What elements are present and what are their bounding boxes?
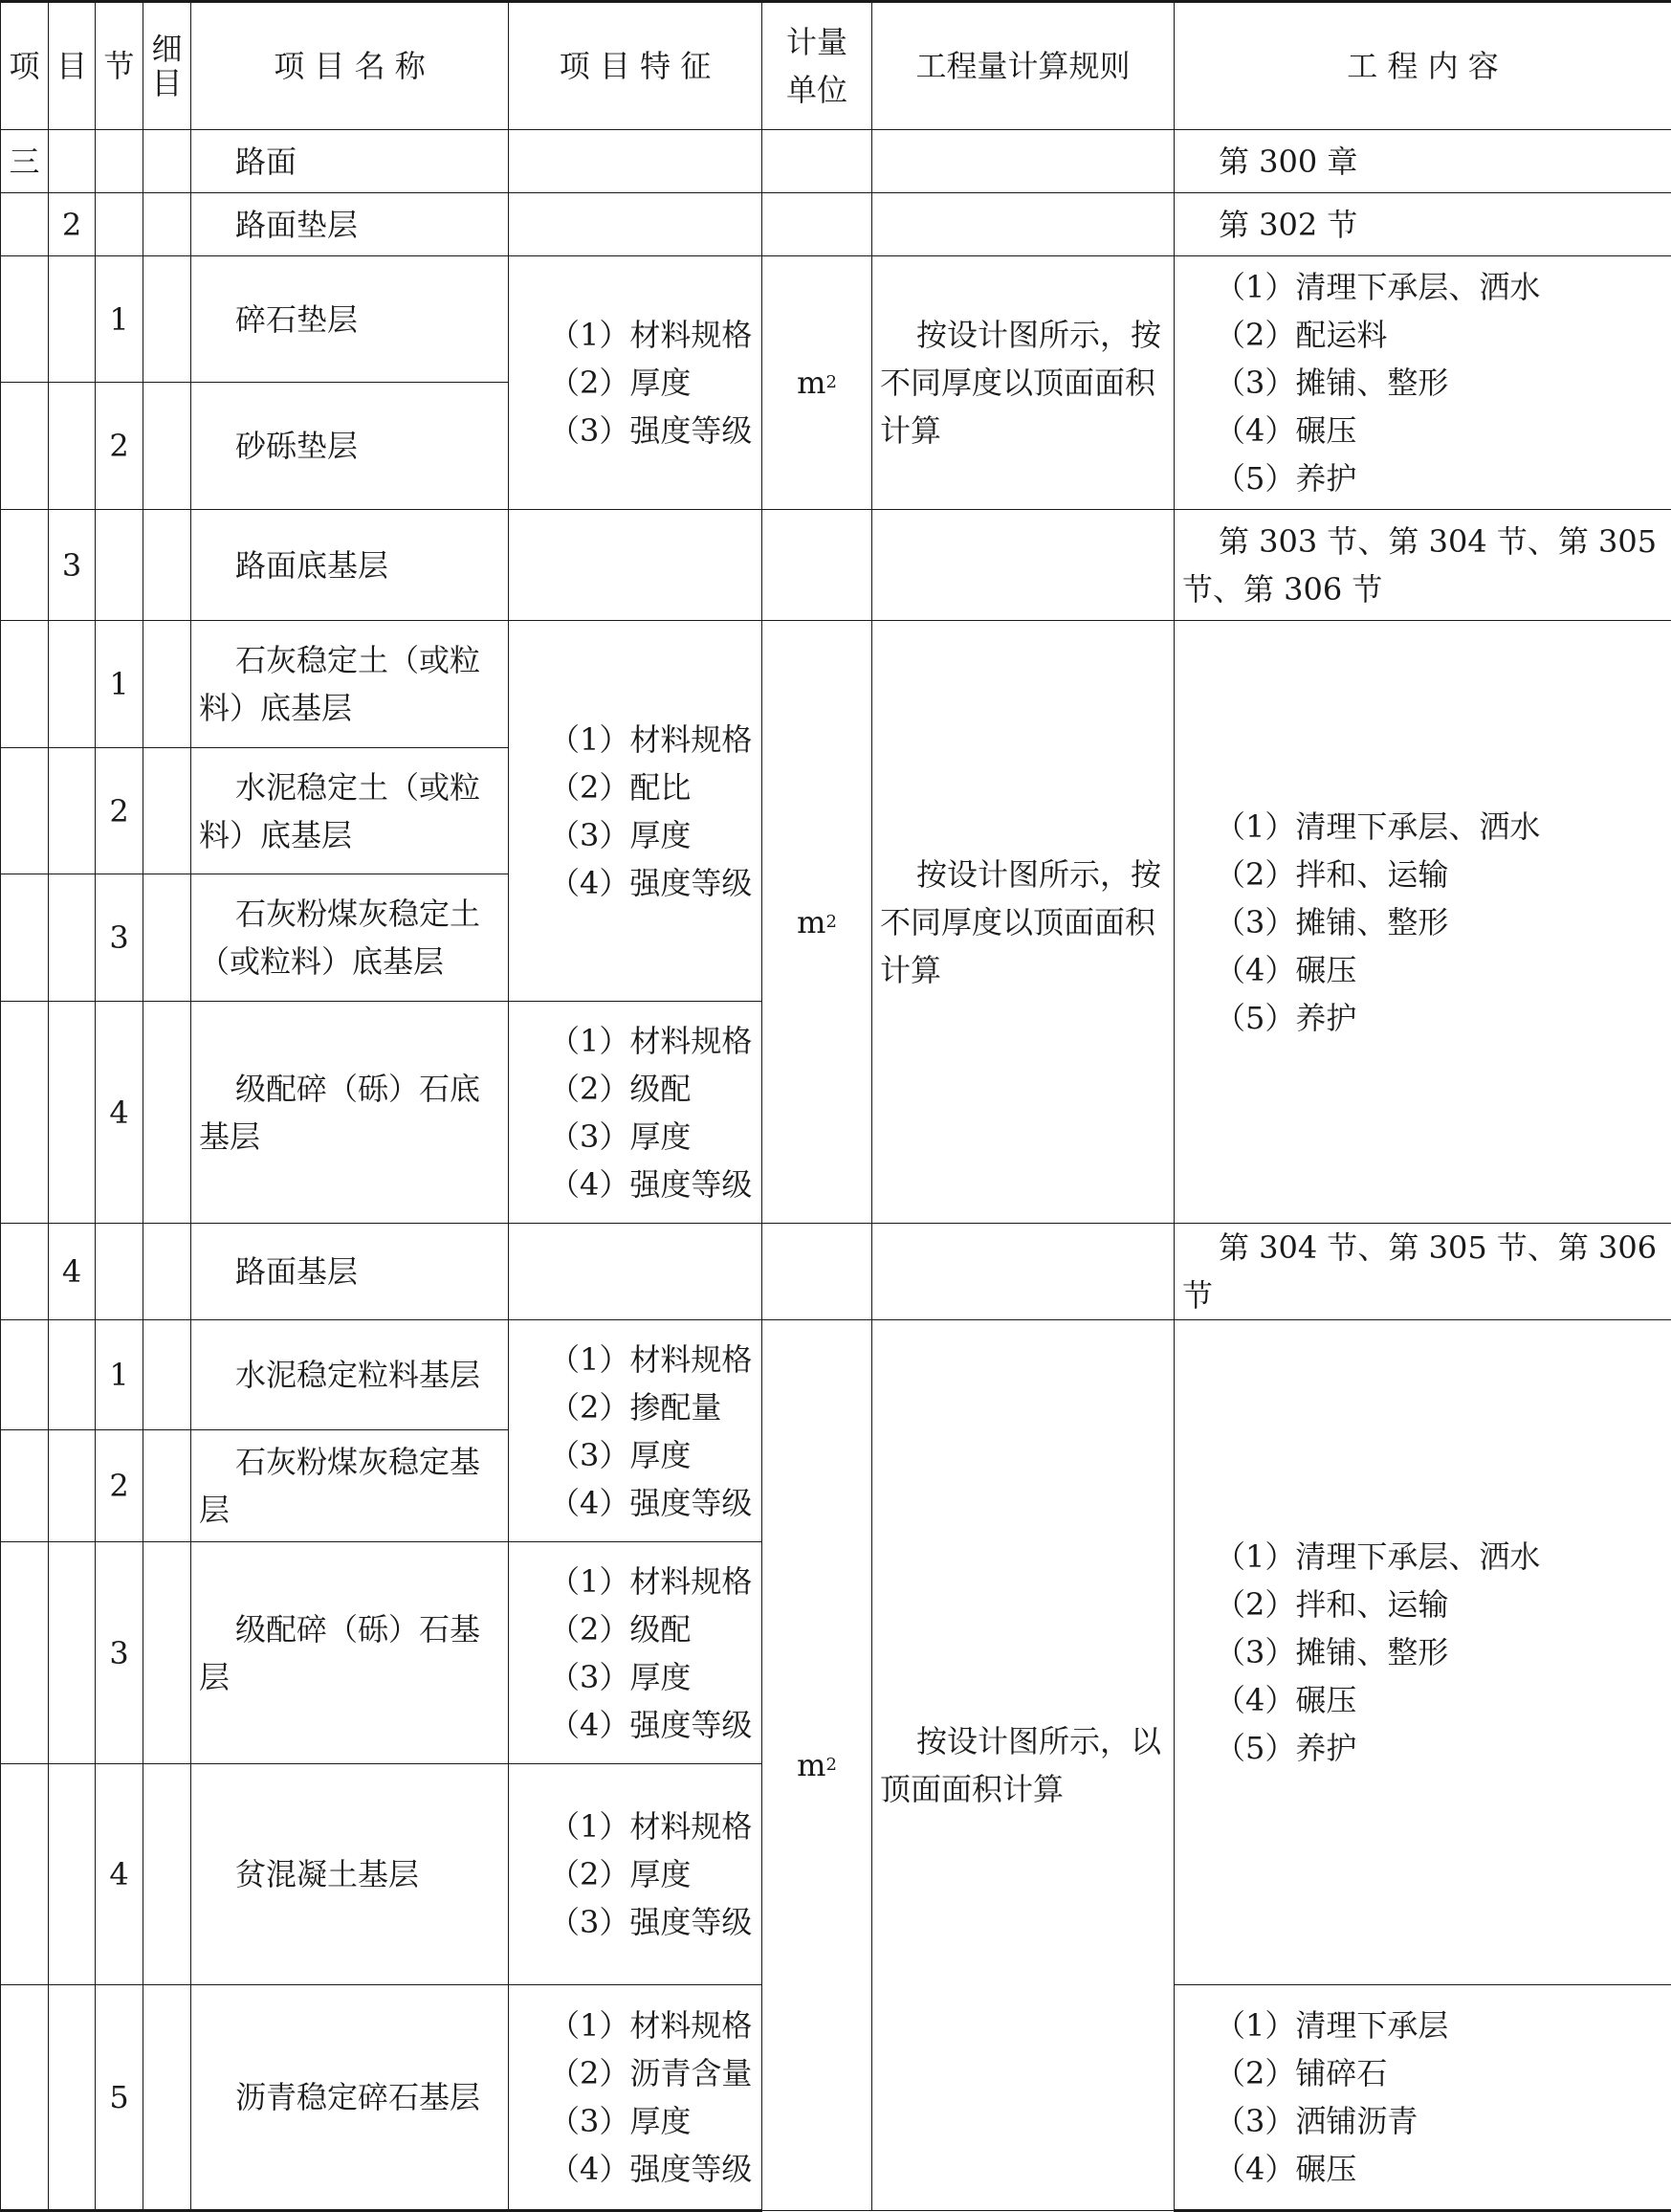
cell-name: 贫混凝土基层 — [191, 1764, 509, 1985]
cell-mu: 3 — [49, 510, 96, 621]
cell-name: 级配碎（砾）石底基层 — [191, 1002, 509, 1224]
cell-name: 级配碎（砾）石基层 — [191, 1542, 509, 1764]
cell-features: （1）材料规格 （2）配比 （3）厚度 （4）强度等级 — [509, 621, 762, 1002]
cell-name: 碎石垫层 — [191, 256, 509, 383]
header-unit: 计量单位 — [762, 2, 872, 130]
cell-rule: 按设计图所示，以顶面面积计算 — [872, 1320, 1175, 2211]
header-xiang: 项 — [1, 2, 49, 130]
cell-jie: 2 — [96, 1430, 143, 1542]
cell-content: 第 304 节、第 305 节、第 306 节 — [1175, 1224, 1671, 1320]
cell-xiang: 三 — [1, 130, 49, 193]
cell-content: 第 302 节 — [1175, 193, 1671, 256]
cell-features: （1）材料规格 （2）级配 （3）厚度 （4）强度等级 — [509, 1002, 762, 1224]
cell-name: 路面底基层 — [191, 510, 509, 621]
cell-features: （1）材料规格 （2）沥青含量 （3）厚度 （4）强度等级 — [509, 1985, 762, 2211]
cell-mu: 4 — [49, 1224, 96, 1320]
cell-content: （1）清理下承层、洒水 （2）拌和、运输 （3）摊铺、整形 （4）碾压 （5）养护 — [1175, 621, 1671, 1224]
cell-jie: 5 — [96, 1985, 143, 2211]
cell-jie: 2 — [96, 383, 143, 510]
header-jie: 节 — [96, 2, 143, 130]
cell-name: 水泥稳定粒料基层 — [191, 1320, 509, 1430]
header-ximu: 细目 — [143, 2, 191, 130]
table-row — [1, 256, 1671, 383]
cell-name: 路面基层 — [191, 1224, 509, 1320]
table-row — [1, 130, 1671, 193]
cell-features: （1）材料规格 （2）厚度 （3）强度等级 — [509, 1764, 762, 1985]
cell-mu: 2 — [49, 193, 96, 256]
header-features: 项 目 特 征 — [509, 2, 762, 130]
cell-name: 石灰稳定土（或粒料）底基层 — [191, 621, 509, 748]
header-mu: 目 — [49, 2, 96, 130]
cell-unit: $m^2$ — [762, 1320, 872, 2211]
cell-jie: 3 — [96, 874, 143, 1002]
cell-rule: 按设计图所示，按不同厚度以顶面面积计算 — [872, 256, 1175, 510]
cell-rule: 按设计图所示，按不同厚度以顶面面积计算 — [872, 621, 1175, 1224]
cell-content: （1）清理下承层、洒水 （2）拌和、运输 （3）摊铺、整形 （4）碾压 （5）养护 — [1175, 1320, 1671, 1985]
cell-jie: 1 — [96, 1320, 143, 1430]
header-rule: 工程量计算规则 — [872, 2, 1175, 130]
cell-jie: 3 — [96, 1542, 143, 1764]
table-row — [1, 621, 1671, 748]
cell-name: 石灰粉煤灰稳定土（或粒料）底基层 — [191, 874, 509, 1002]
cell-jie: 2 — [96, 748, 143, 874]
header-content: 工 程 内 容 — [1175, 2, 1671, 130]
table-row — [1, 1320, 1671, 1430]
table-row — [1, 193, 1671, 256]
header-name: 项 目 名 称 — [191, 2, 509, 130]
cell-name: 路面垫层 — [191, 193, 509, 256]
cell-name: 沥青稳定碎石基层 — [191, 1985, 509, 2211]
table-row — [1, 510, 1671, 621]
cell-jie: 4 — [96, 1002, 143, 1224]
cell-name: 水泥稳定土（或粒料）底基层 — [191, 748, 509, 874]
cell-content: 第 303 节、第 304 节、第 305 节、第 306 节 — [1175, 510, 1671, 621]
cell-jie: 1 — [96, 256, 143, 383]
cell-content: （1）清理下承层 （2）铺碎石 （3）洒铺沥青 （4）碾压 — [1175, 1985, 1671, 2211]
table-row — [1, 1224, 1671, 1320]
cell-features: （1）材料规格 （2）级配 （3）厚度 （4）强度等级 — [509, 1542, 762, 1764]
cell-features: （1）材料规格 （2）厚度 （3）强度等级 — [509, 256, 762, 510]
cell-unit: $m^2$ — [762, 621, 872, 1224]
cell-content: 第 300 章 — [1175, 130, 1671, 193]
header-row — [1, 2, 1671, 130]
cell-unit: $m^2$ — [762, 256, 872, 510]
cell-jie: 4 — [96, 1764, 143, 1985]
cell-name: 砂砾垫层 — [191, 383, 509, 510]
cell-content: （1）清理下承层、洒水 （2）配运料 （3）摊铺、整形 （4）碾压 （5）养护 — [1175, 256, 1671, 510]
cell-features: （1）材料规格 （2）掺配量 （3）厚度 （4）强度等级 — [509, 1320, 762, 1542]
cell-name: 石灰粉煤灰稳定基层 — [191, 1430, 509, 1542]
cell-name: 路面 — [191, 130, 509, 193]
cell-jie: 1 — [96, 621, 143, 748]
